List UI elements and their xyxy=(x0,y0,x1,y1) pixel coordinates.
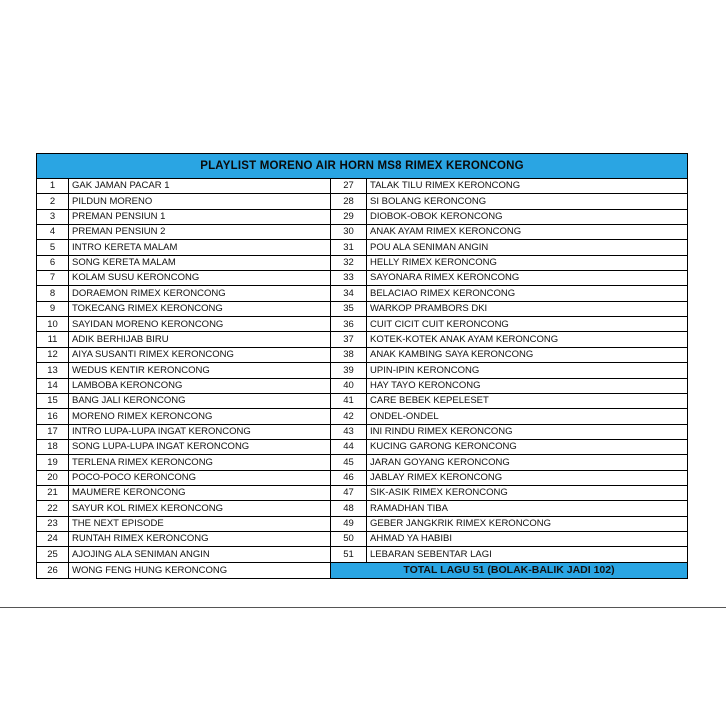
song-number-cell: 17 xyxy=(37,425,69,440)
song-number-cell: 18 xyxy=(37,440,69,455)
song-number-cell: 32 xyxy=(331,256,367,271)
song-title-cell: KUCING GARONG KERONCONG xyxy=(367,440,687,455)
song-number-cell: 1 xyxy=(37,179,69,194)
song-title-cell: SAYONARA RIMEX KERONCONG xyxy=(367,271,687,286)
song-number-cell: 11 xyxy=(37,332,69,347)
song-number-cell: 6 xyxy=(37,256,69,271)
song-title-cell: CUIT CICIT CUIT KERONCONG xyxy=(367,317,687,332)
song-title-cell: SI BOLANG KERONCONG xyxy=(367,194,687,209)
song-title-cell: WONG FENG HUNG KERONCONG xyxy=(69,563,331,578)
song-title-cell: INTRO LUPA-LUPA INGAT KERONCONG xyxy=(69,425,331,440)
song-number-cell: 22 xyxy=(37,501,69,516)
song-title-cell: PREMAN PENSIUN 2 xyxy=(69,225,331,240)
song-title-cell: SAYIDAN MORENO KERONCONG xyxy=(69,317,331,332)
song-title-cell: TOKECANG RIMEX KERONCONG xyxy=(69,302,331,317)
song-number-cell: 35 xyxy=(331,302,367,317)
song-number-cell: 28 xyxy=(331,194,367,209)
song-number-cell: 20 xyxy=(37,471,69,486)
song-title-cell: SONG KERETA MALAM xyxy=(69,256,331,271)
song-number-cell: 46 xyxy=(331,471,367,486)
song-title-cell: MAUMERE KERONCONG xyxy=(69,486,331,501)
song-number-cell: 49 xyxy=(331,517,367,532)
song-number-cell: 40 xyxy=(331,379,367,394)
song-number-cell: 34 xyxy=(331,286,367,301)
song-number-cell: 38 xyxy=(331,348,367,363)
playlist-table xyxy=(36,153,688,579)
song-number-cell: 30 xyxy=(331,225,367,240)
song-title-cell: ONDEL-ONDEL xyxy=(367,409,687,424)
song-title-cell: POU ALA SENIMAN ANGIN xyxy=(367,240,687,255)
song-number-cell: 44 xyxy=(331,440,367,455)
song-grid xyxy=(37,179,687,578)
song-number-cell: 2 xyxy=(37,194,69,209)
song-number-cell: 27 xyxy=(331,179,367,194)
song-number-cell: 25 xyxy=(37,547,69,562)
song-title-cell: GAK JAMAN PACAR 1 xyxy=(69,179,331,194)
song-title-cell: SONG LUPA-LUPA INGAT KERONCONG xyxy=(69,440,331,455)
song-number-cell: 23 xyxy=(37,517,69,532)
song-title-cell: RAMADHAN TIBA xyxy=(367,501,687,516)
song-number-cell: 51 xyxy=(331,547,367,562)
song-number-cell: 8 xyxy=(37,286,69,301)
song-title-cell: THE NEXT EPISODE xyxy=(69,517,331,532)
song-title-cell: SIK-ASIK RIMEX KERONCONG xyxy=(367,486,687,501)
song-title-cell: DORAEMON RIMEX KERONCONG xyxy=(69,286,331,301)
song-title-cell: MORENO RIMEX KERONCONG xyxy=(69,409,331,424)
song-number-cell: 7 xyxy=(37,271,69,286)
song-number-cell: 29 xyxy=(331,210,367,225)
song-title-cell: JABLAY RIMEX KERONCONG xyxy=(367,471,687,486)
song-title-cell: AHMAD YA HABIBI xyxy=(367,532,687,547)
song-number-cell: 16 xyxy=(37,409,69,424)
song-number-cell: 4 xyxy=(37,225,69,240)
song-title-cell: TALAK TILU RIMEX KERONCONG xyxy=(367,179,687,194)
song-number-cell: 33 xyxy=(331,271,367,286)
page-divider xyxy=(0,607,726,608)
song-number-cell: 12 xyxy=(37,348,69,363)
song-number-cell: 15 xyxy=(37,394,69,409)
table-title: PLAYLIST MORENO AIR HORN MS8 RIMEX KERONCONG xyxy=(37,154,687,179)
song-title-cell: WEDUS KENTIR KERONCONG xyxy=(69,363,331,378)
song-title-cell: PILDUN MORENO xyxy=(69,194,331,209)
song-title-cell: KOLAM SUSU KERONCONG xyxy=(69,271,331,286)
song-number-cell: 10 xyxy=(37,317,69,332)
song-title-cell: TERLENA RIMEX KERONCONG xyxy=(69,455,331,470)
song-title-cell: HAY TAYO KERONCONG xyxy=(367,379,687,394)
song-number-cell: 26 xyxy=(37,563,69,578)
song-number-cell: 50 xyxy=(331,532,367,547)
song-number-cell: 14 xyxy=(37,379,69,394)
song-title-cell: AJOJING ALA SENIMAN ANGIN xyxy=(69,547,331,562)
song-title-cell: WARKOP PRAMBORS DKI xyxy=(367,302,687,317)
song-number-cell: 24 xyxy=(37,532,69,547)
song-title-cell: RUNTAH RIMEX KERONCONG xyxy=(69,532,331,547)
song-title-cell: GEBER JANGKRIK RIMEX KERONCONG xyxy=(367,517,687,532)
song-title-cell: HELLY RIMEX KERONCONG xyxy=(367,256,687,271)
song-number-cell: 37 xyxy=(331,332,367,347)
song-title-cell: LEBARAN SEBENTAR LAGI xyxy=(367,547,687,562)
song-title-cell: PREMAN PENSIUN 1 xyxy=(69,210,331,225)
song-title-cell: UPIN-IPIN KERONCONG xyxy=(367,363,687,378)
song-number-cell: 3 xyxy=(37,210,69,225)
song-number-cell: 48 xyxy=(331,501,367,516)
song-title-cell: KOTEK-KOTEK ANAK AYAM KERONCONG xyxy=(367,332,687,347)
song-number-cell: 47 xyxy=(331,486,367,501)
song-number-cell: 45 xyxy=(331,455,367,470)
song-number-cell: 42 xyxy=(331,409,367,424)
song-number-cell: 21 xyxy=(37,486,69,501)
song-title-cell: BELACIAO RIMEX KERONCONG xyxy=(367,286,687,301)
song-title-cell: ADIK BERHIJAB BIRU xyxy=(69,332,331,347)
song-title-cell: CARE BEBEK KEPELESET xyxy=(367,394,687,409)
song-title-cell: INI RINDU RIMEX KERONCONG xyxy=(367,425,687,440)
song-title-cell: DIOBOK-OBOK KERONCONG xyxy=(367,210,687,225)
song-title-cell: JARAN GOYANG KERONCONG xyxy=(367,455,687,470)
song-number-cell: 19 xyxy=(37,455,69,470)
song-number-cell: 9 xyxy=(37,302,69,317)
song-title-cell: AIYA SUSANTI RIMEX KERONCONG xyxy=(69,348,331,363)
song-number-cell: 31 xyxy=(331,240,367,255)
song-number-cell: 13 xyxy=(37,363,69,378)
song-title-cell: POCO-POCO KERONCONG xyxy=(69,471,331,486)
song-title-cell: LAMBOBA KERONCONG xyxy=(69,379,331,394)
song-title-cell: ANAK KAMBING SAYA KERONCONG xyxy=(367,348,687,363)
song-number-cell: 39 xyxy=(331,363,367,378)
song-number-cell: 36 xyxy=(331,317,367,332)
song-number-cell: 43 xyxy=(331,425,367,440)
song-number-cell: 5 xyxy=(37,240,69,255)
song-title-cell: BANG JALI KERONCONG xyxy=(69,394,331,409)
song-title-cell: INTRO KERETA MALAM xyxy=(69,240,331,255)
song-number-cell: 41 xyxy=(331,394,367,409)
total-songs-banner: TOTAL LAGU 51 (BOLAK-BALIK JADI 102) xyxy=(331,563,687,578)
song-title-cell: ANAK AYAM RIMEX KERONCONG xyxy=(367,225,687,240)
song-title-cell: SAYUR KOL RIMEX KERONCONG xyxy=(69,501,331,516)
